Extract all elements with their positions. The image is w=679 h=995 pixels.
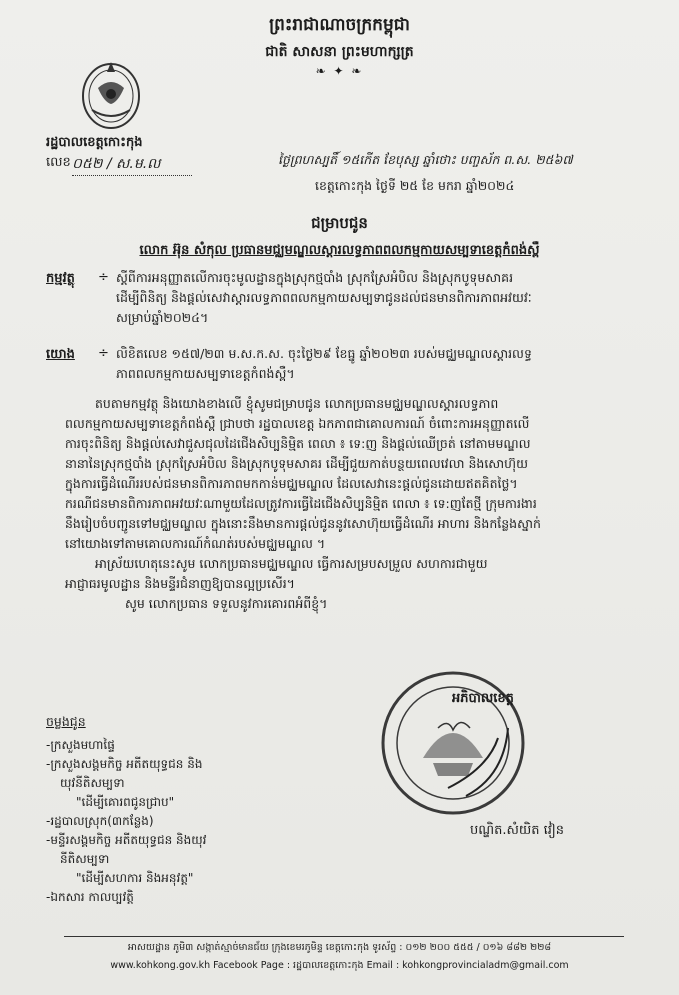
body-line: តបតាមកម្មវត្ថុ និងយោងខាងលើ ខ្ញុំសូមជម្រាបជូន លោកប្រធានមជ្ឈមណ្ឌលស្តារលទ្ធភាព <box>95 396 499 411</box>
body-line: ពលកម្មកាយសម្បទាខេត្តកំពង់ស្ពឺ ជ្រាបថា រដ្ឋបាលខេត្ត ឯកភាពជាគោលការណ៍ ចំពោះការអនុញ្ញាតលើ <box>65 416 530 431</box>
cc-item: -ឯកសារ កាលប្បវត្តិ <box>46 890 134 904</box>
body-line: អាជ្ញាធរមូលដ្ឋាន និងមន្ទីរជំនាញឱ្យបានល្អប្រសើរ។ <box>65 576 295 591</box>
reference-line: ភាពពលកម្មកាយសម្បទាខេត្តកំពង់ស្ពឺ។ <box>116 366 295 381</box>
reference-label: យោង <box>46 347 75 362</box>
reference-block <box>116 344 532 384</box>
province-name: រដ្ឋបាលខេត្តកោះកុង <box>46 135 143 150</box>
body-line: នឹងរៀបចំបញ្ជូនទៅមជ្ឈមណ្ឌល ក្នុងនោះនឹងមានការផ្តល់ជូននូវសោហ៊ុយធ្វើដំណើរ អាហារ និងកន្លែងស្នាក់ <box>65 516 541 531</box>
letter-title: ជម្រាបជូន <box>311 214 368 232</box>
cc-item: យុវនីតិសម្បទា <box>60 776 125 790</box>
footer-address: អាសយដ្ឋាន ភូមិ៣ សង្កាត់ស្មាច់មានជ័យ ក្រុងខេមរភូមិន្ទ ខេត្តកោះកុង ទូរស័ព្ទ : ០១២ ២០០ ៥៥៥ / ០១៦ ៨៨២ ២២៨ <box>127 942 552 953</box>
cc-item: -ក្រសួងសង្គមកិច្ច អតីតយុទ្ធជន និង <box>46 757 203 771</box>
body-line: សូម លោកប្រធាន ទទួលនូវការគោរពអំពីខ្ញុំ។ <box>125 596 328 611</box>
body-line: អាស្រ័យហេតុនេះសូម លោកប្រធានមជ្ឈមណ្ឌល ធ្វើការសម្របសម្រួល សហការជាមួយ <box>95 556 488 571</box>
reference-line: លិខិតលេខ ១៥៧/២៣ ម.ស.ក.ស. ចុះថ្ងៃ២៩ ខែធ្នូ ឆ្នាំ២០២៣ របស់មជ្ឈមណ្ឌលស្តារលទ្ធ <box>116 346 532 361</box>
letter-body <box>65 394 640 614</box>
cc-item: "ដើម្បីសហការ និងអនុវត្ត" <box>76 871 194 885</box>
cc-item: -ក្រសួងមហាផ្ទៃ <box>46 738 115 752</box>
national-motto: ជាតិ សាសនា ព្រះមហាក្សត្រ <box>265 44 414 60</box>
subject-block <box>116 268 532 328</box>
kingdom-heading: ព្រះរាជាណាចក្រកម្ពុជា <box>269 15 410 35</box>
subject-line: ដើម្បីពិនិត្យ និងផ្តល់សេវាស្តារលទ្ធភាពពលកម្មកាយសម្បទាជូនដល់ជនមានពិការភាពអវយវៈ <box>116 290 532 305</box>
body-line: ការចុះពិនិត្យ និងផ្តល់សេវាជួសជុលដៃជើងសិប្បនិម្មិត ពេលា ៖ ទេ:ញ និងផ្តល់ឈើច្រត់ នៅតាមមណ្ឌល <box>65 436 531 451</box>
subject-line: ស្តីពីការអនុញ្ញាតលើការចុះមូលដ្ឋានក្នុងស្រុកថ្មបាំង ស្រុកស្រែអំបិល និងស្រុកបូទុមសាគរ <box>116 270 514 285</box>
body-line: នៅយោងទៅតាមគោលការណ៍កំណត់របស់មជ្ឈមណ្ឌល ។ <box>65 536 326 551</box>
ornament-divider: ❧ ✦ ❧ <box>315 64 364 78</box>
signatory-name: បណ្ឌិត.សំយិត វៀន <box>470 823 565 838</box>
body-line: ក្នុងការធ្វើដំណើររបស់ជនមានពិការភាពមកកាន់មជ្ឈមណ្ឌល ដែលសេវានេះផ្តល់ជូនដោយឥតគិតថ្លៃ។ <box>65 476 518 491</box>
cc-list <box>46 736 207 907</box>
footer-contacts: www.kohkong.gov.kh Facebook Page : រដ្ឋបាលខេត្តកោះកុង Email : kohkongprovincialadm@gmail.com <box>110 960 569 971</box>
reference-colon: ÷ <box>98 346 109 361</box>
ref-label: លេខ <box>46 155 71 170</box>
signatory-title: អភិបាលខេត្ត <box>452 691 514 706</box>
cc-item: នីតិសម្បទា <box>60 852 110 866</box>
body-line: ករណីជនមានពិការភាពអវយវៈណាមួយដែលត្រូវការធ្វើដៃជើងសិប្បនិម្មិត ពេលា ៖ ទេ:ញតែថ្មី ក្រុមការងារ <box>65 496 537 511</box>
ref-number: ០៥២ / ស.ម.ល <box>72 154 192 176</box>
provincial-emblem-icon <box>78 52 144 134</box>
cc-item: -រដ្ឋបាលស្រុក(៣កន្លែង) <box>46 814 154 828</box>
cc-item: -មន្ទីរសង្គមកិច្ច អតីតយុទ្ធជន និងយុវ <box>46 833 207 847</box>
subject-colon: ÷ <box>98 270 109 285</box>
subject-line: សម្រាប់ឆ្នាំ២០២៤។ <box>116 310 209 325</box>
cc-title: ចម្លងជូន <box>46 714 86 729</box>
cc-item: "ដើម្បីគោរពជូនជ្រាប" <box>76 795 175 809</box>
solar-date: ខេត្តកោះកុង ថ្ងៃទី ២៥ ខែ មករា ឆ្នាំ២០២៤ <box>315 178 515 193</box>
addressee: លោក អ៊ុន សំកុល ប្រធានមជ្ឈមណ្ឌលស្តារលទ្ធភាពពលកម្មកាយសម្បទាខេត្តកំពង់ស្ពឺ <box>139 243 540 258</box>
subject-label: កម្មវត្ថុ <box>46 271 75 286</box>
body-line: នានានៃស្រុកថ្មបាំង ស្រុកស្រែអំបិល និងស្រុកបូទុមសាគរ ដើម្បីជួយកាត់បន្ថយពេលវេលា និងសោហ៊ុយ <box>65 456 528 471</box>
lunar-date: ថ្ងៃព្រហស្បតិ៍ ១៥កើត ខែបុស្ស ឆ្នាំថោះ បញ្ចស័ក ព.ស. ២៥៦៧ <box>278 152 573 167</box>
footer-divider <box>64 936 624 937</box>
